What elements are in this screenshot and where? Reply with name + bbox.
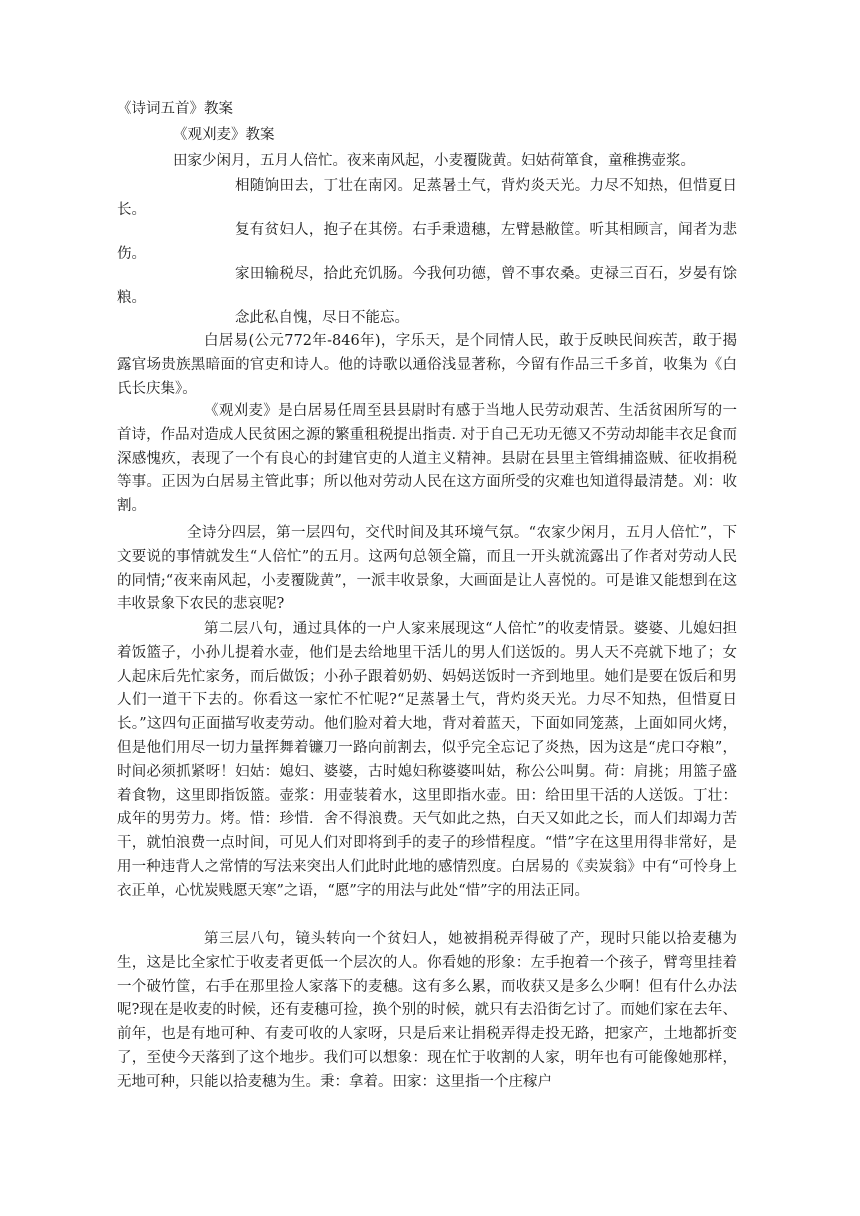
poem-line-5: 念此私自愧，尽日不能忘。 xyxy=(235,310,409,326)
poem-line-2: 相随饷田去，丁壮在南冈。足蒸暑土气，背灼炎天光。力尽不知热，但惜夏日长。 xyxy=(117,178,737,218)
poem-line-3: 复有贫妇人，抱子在其傍。右手秉遗穗，左臂悬敝筐。听其相顾言，闻者为悲伤。 xyxy=(117,222,737,262)
analysis-layer-2: 第二层八句，通过具体的一户人家来展现这“人倍忙”的收麦情景。婆婆、儿媳妇担着饭篮子，小孙儿提着水壶，他们是去给地里干活儿的男人们送饭的。男人天不亮就下地了；女人起床后先忙家务，而后做饭；小孙子跟着奶奶、妈妈送饭时一齐到地里。她们是要在饭后和男人们一道干下去的。你看这一家忙不忙呢?“足蒸暑土气，背灼炎天光。力尽不知热，但惜夏日长。”这四句正面描写收麦劳动。他们脸对着大地，背对着蓝天，下面如同笼蒸，上面如同火烤，但是他们用尽一切力量挥舞着镰刀一路向前割去，似乎完全忘记了炎热，因为这是“虎口夺粮”，时间必须抓紧呀！妇姑：媳妇、婆婆，古时媳妇称婆婆叫姑，称公公叫舅。荷：肩挑；用篮子盛着食物，这里即指饭篮。壶浆：用壶装着水，这里即指水壶。田：给田里干活的人送饭。丁壮：成年的男劳力。烤。惜：珍惜．舍不得浪费。天气如此之热，白天又如此之长，而人们却竭力苦干，就怕浪费一点时间，可见人们对即将到手的麦子的珍惜程度。“惜”字在这里用得非常好，是用一种违背人之常情的写法来突出人们此时此地的感情烈度。白居易的《卖炭翁》中有“可怜身上衣正单，心忧炭贱愿天寒”之语，“愿”字的用法与此处“惜”字的用法正同。 xyxy=(117,621,737,899)
background-paragraph: 《观刈麦》是白居易任周至县县尉时有感于当地人民劳动艰苦、生活贫困所写的一首诗，作品对造成人民贫困之源的繁重租税提出指责. 对于自己无功无德又不劳动却能丰衣足食而深感愧疚，表现了一个有良心的封建官吏的人道主义精神。县尉在县里主管缉捕盗贼、征收捐税等事。正因为白居易主管此事；所以他对劳动人民在这方面所受的灾难也知道得最清楚。刈：收割。 xyxy=(117,403,737,515)
lesson-title: 《观刈麦》教案 xyxy=(173,127,275,143)
analysis-layer-1: 全诗分四层，第一层四句，交代时间及其环境气氛。“农家少闲月，五月人倍忙”，下文要说的事情就发生“人倍忙”的五月。这两句总领全篇，而且一开头就流露出了作者对劳动人民的同情;“夜来南风起，小麦覆陇黄”，一派丰收景象，大画面是让人喜悦的。可是谁又能想到在这丰收景象下农民的悲哀呢? xyxy=(117,525,737,613)
document-title: 《诗词五首》教案 xyxy=(117,101,233,117)
author-paragraph: 白居易(公元772年-846年)，字乐天，是个同情人民，敢于反映民间疾苦，敢于揭露官场贵族黑暗面的官吏和诗人。他的诗歌以通俗浅显著称，今留有作品三千多首，收集为《白氏长庆集》。 xyxy=(117,333,737,397)
analysis-layer-3: 第三层八句，镜头转向一个贫妇人，她被捐税弄得破了产，现时只能以拾麦穗为生，这是比全家忙于收麦者更低一个层次的人。你看她的形象：左手抱着一个孩子，臂弯里挂着一个破竹筐，右手在那里捡人家落下的麦穗。这有多么累，而收获又是多么少啊！但有什么办法呢?现在是收麦的时候，还有麦穗可捡，换个别的时候，就只有去沿街乞讨了。而她们家在去年、前年，也是有地可种、有麦可收的人家呀，只是后来让捐税弄得走投无路，把家产，土地都折变了，至使今天落到了这个地步。我们可以想象：现在忙于收割的人家，明年也有可能像她那样，无地可种，只能以拾麦穗为生。秉：拿着。田家：这里指一个庄稼户 xyxy=(117,931,737,1090)
poem-line-1: 田家少闲月，五月人倍忙。夜来南风起，小麦覆陇黄。妇姑荷箪食，童稚携壶浆。 xyxy=(173,153,695,169)
poem-line-4: 家田输税尽，拾此充饥肠。今我何功德，曾不事农桑。吏禄三百石，岁晏有馀粮。 xyxy=(117,266,737,306)
